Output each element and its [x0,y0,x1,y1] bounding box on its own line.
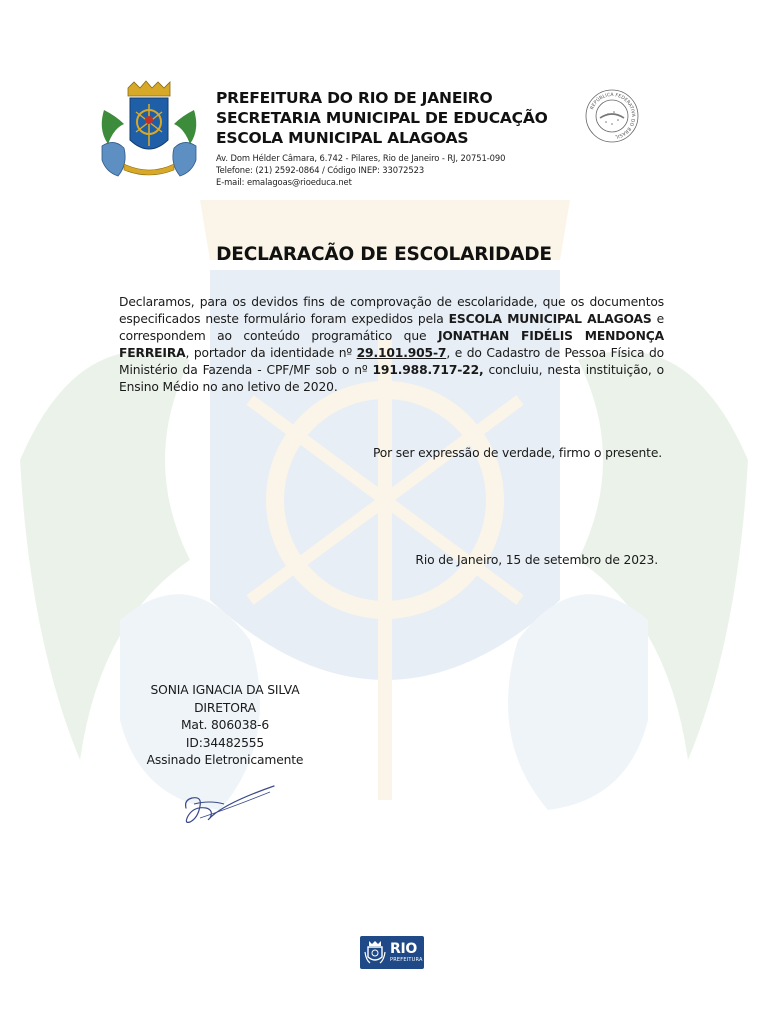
closing-statement: Por ser expressão de verdade, firmo o presente. [372,446,662,460]
national-seal-icon [584,88,640,144]
paragraph-text-5: concluiu, nesta instituição, o Ensino Médio no ano letivo de 2020. [119,363,664,394]
header-prefeitura: PREFEITURA DO RIO DE JANEIRO [216,89,493,107]
paragraph-text-3: , portador da identidade nº [185,346,357,360]
signatory-registration: Mat. 806038-6 [180,718,270,732]
document-date: Rio de Janeiro, 15 de setembro de 2023. [415,553,658,567]
header-secretaria: SECRETARIA MUNICIPAL DE EDUCAÇÃO [216,109,548,127]
prefeitura-rio-logo [360,936,424,969]
institution-header [216,88,556,188]
city-coat-of-arms-icon [96,80,202,180]
handwritten-signature-icon [180,778,280,828]
signature-note: Assinado Eletronicamente [146,753,304,767]
signatory-name: SONIA IGNACIA DA SILVA [150,683,300,697]
paragraph-text-2: e correspondem ao conteúdo programático que [119,312,664,343]
student-name: JONATHAN FIDÉLIS MENDONÇA FERREIRA [119,329,664,360]
paragraph-text-4: , e do Cadastro de Pessoa Física do Ministério da Fazenda - CPF/MF sob o nº [119,346,664,377]
identity-number: 29.101.905-7 [356,346,447,360]
logo-subtext: PREFEITURA [390,957,423,963]
school-name: ESCOLA MUNICIPAL ALAGOAS [448,312,652,326]
cpf-number: 191.988.717-22, [372,363,484,377]
header-phone: Telefone: (21) 2592-0864 / Código INEP: 33072523 [216,165,425,175]
logo-text: RIO [390,941,417,957]
signatory-role: DIRETORA [194,700,256,715]
paragraph-text-1: Declaramos, para os devidos fins de comprovação de escolaridade, que os documentos especificados neste formulário foram expedidos pela [119,295,664,326]
signatory-block [130,682,320,770]
rio-crest-icon [364,940,386,965]
header-escola: ESCOLA MUNICIPAL ALAGOAS [216,129,469,147]
header-email: E-mail: emalagoas@rioeduca.net [216,177,352,187]
header-address: Av. Dom Hélder Câmara, 6.742 - Pilares, Rio de Janeiro - RJ, 20751-090 [216,153,506,163]
signatory-id: ID:34482555 [185,735,265,750]
declaration-paragraph [119,294,664,396]
document-title: DECLARACÃO DE ESCOLARIDADE [216,244,552,265]
seal-text: REPÚBLICA FEDERATIVA DO BRASIL [590,92,636,139]
